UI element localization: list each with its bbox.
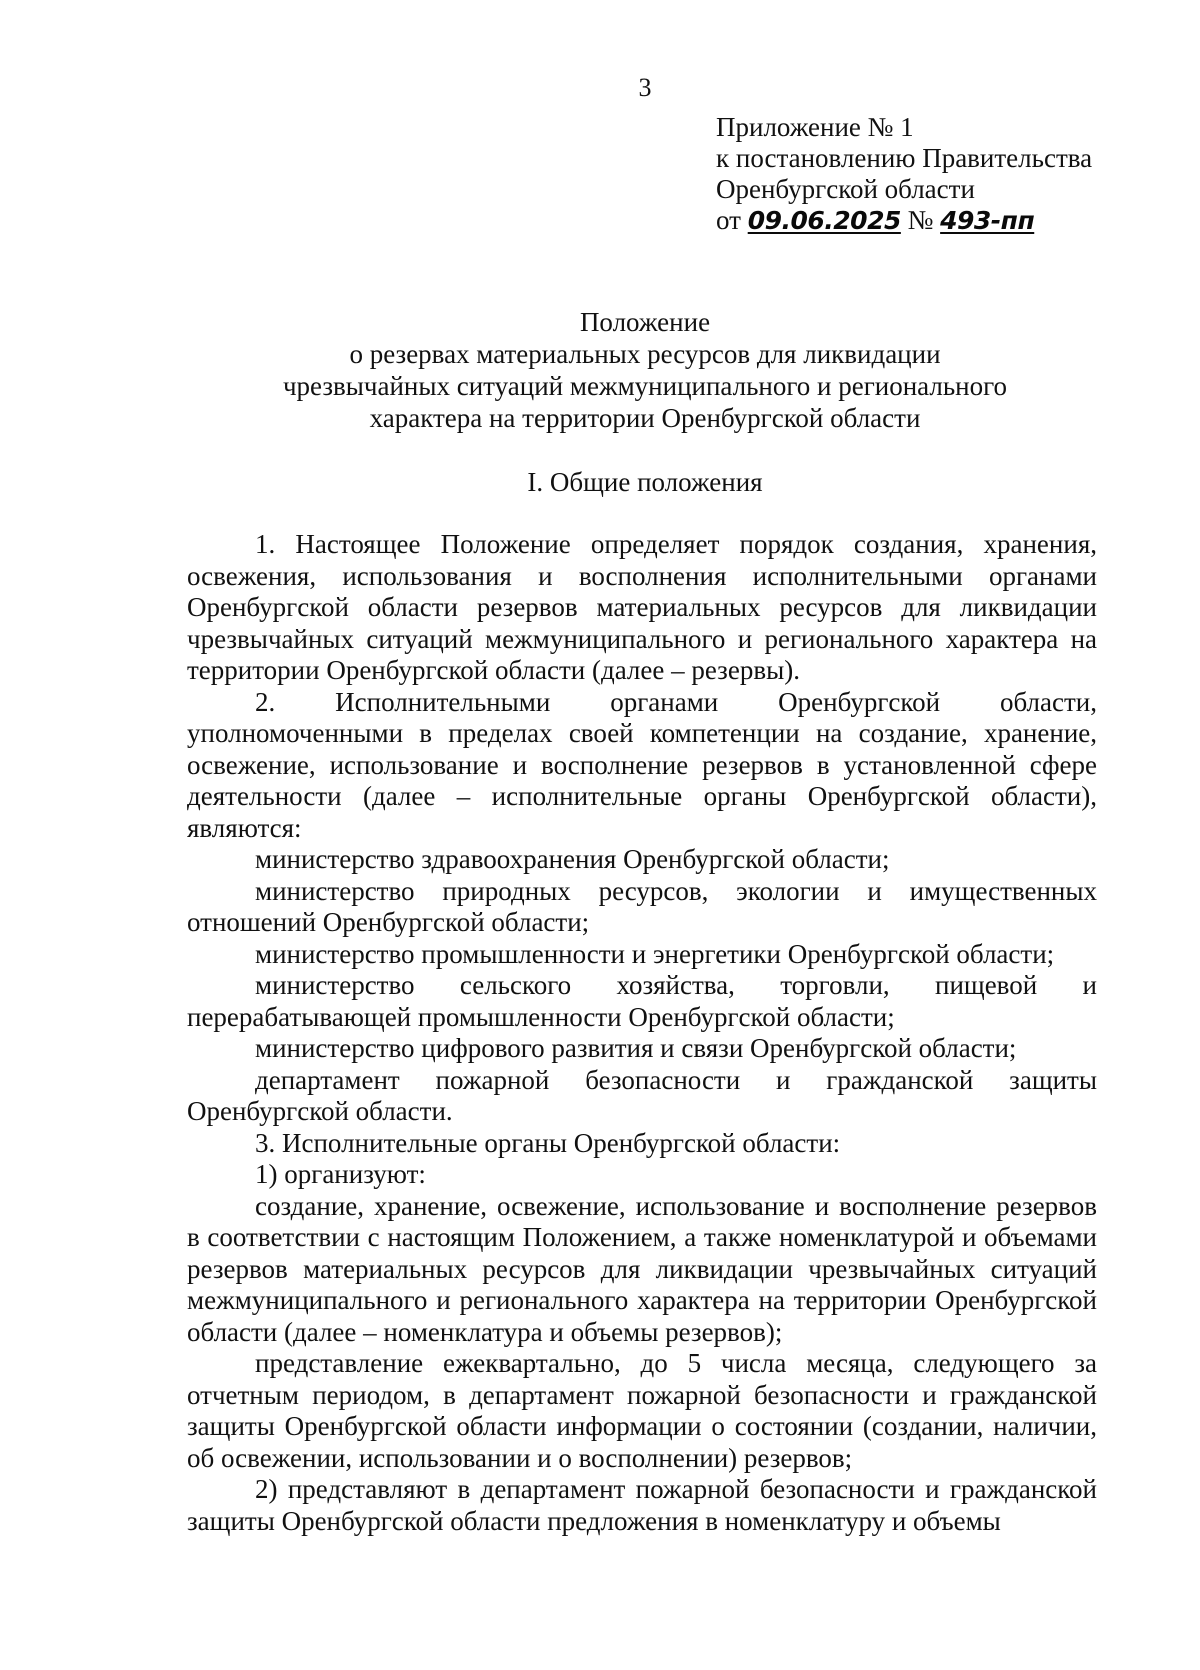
- title-line-4: характера на территории Оренбургской области: [369, 403, 921, 433]
- annex-line-2: к постановлению Правительства: [716, 143, 1093, 173]
- paragraph: министерство цифрового развития и связи Оренбургской области;: [255, 1033, 1017, 1063]
- section-heading: I. Общие положения: [527, 467, 763, 497]
- number-sign: №: [907, 205, 934, 235]
- page-number: 3: [638, 73, 652, 102]
- paragraph: 1. Настоящее Положение определяет порядок создания, хранения, освежения, использования и восполнения исполнительными органами Оренбургской области резервов материальных ресурсов для ликвидации чрезвычайных ситуаций межмуниципального и регионального характера на территории Оренбургской области (далее – резервы).: [187, 529, 1097, 685]
- paragraph: министерство сельского хозяйства, торговли, пищевой и перерабатывающей промышленности Оренбургской области;: [187, 970, 1097, 1032]
- paragraph: министерство промышленности и энергетики Оренбургской области;: [255, 938, 1055, 969]
- annex-header: [716, 112, 1156, 236]
- paragraph: 2) представляют в департамент пожарной безопасности и гражданской защиты Оренбургской области предложения в номенклатуру и объемы: [187, 1474, 1097, 1536]
- paragraph: 1) организуют:: [255, 1159, 426, 1189]
- title-line-1: Положение: [579, 307, 711, 337]
- document-title: [180, 306, 1110, 434]
- title-line-2: о резервах материальных ресурсов для ликвидации: [349, 339, 941, 369]
- paragraph: министерство природных ресурсов, экологии и имущественных отношений Оренбургской области;: [187, 875, 1097, 937]
- annex-line-1: Приложение № 1: [716, 112, 914, 142]
- handwritten-date: 09.06.2025: [747, 206, 901, 235]
- paragraph: 3. Исполнительные органы Оренбургской области:: [255, 1127, 841, 1158]
- paragraph: департамент пожарной безопасности и гражданской защиты Оренбургской области.: [187, 1064, 1097, 1126]
- handwritten-number: 493-пп: [940, 206, 1035, 235]
- annex-date-line: [716, 205, 1156, 236]
- document-body: [187, 529, 1097, 1537]
- paragraph: создание, хранение, освежение, использование и восполнение резервов в соответствии с настоящим Положением, а также номенклатурой и объемами резервов материальных ресурсов для ликвидации чрезвычайных ситуаций межмуниципального и регионального характера на территории Оренбургской области (далее – номенклатура и объемы резервов);: [187, 1190, 1097, 1347]
- annex-line-3: Оренбургской области: [716, 174, 975, 204]
- date-prefix: от: [716, 205, 741, 235]
- paragraph: министерство здравоохранения Оренбургской области;: [255, 844, 890, 874]
- title-line-3: чрезвычайных ситуаций межмуниципального и регионального: [282, 371, 1008, 401]
- paragraph: 2. Исполнительными органами Оренбургской области, уполномоченными в пределах своей компетенции на создание, хранение, освежение, использование и восполнение резервов в установленной сфере деятельности (далее – исполнительные органы Оренбургской области), являются:: [187, 686, 1097, 843]
- paragraph: представление ежеквартально, до 5 числа месяца, следующего за отчетным периодом, в департамент пожарной безопасности и гражданской защиты Оренбургской области информации о состоянии (создании, наличии, об освежении, использовании и о восполнении) резервов;: [187, 1348, 1097, 1473]
